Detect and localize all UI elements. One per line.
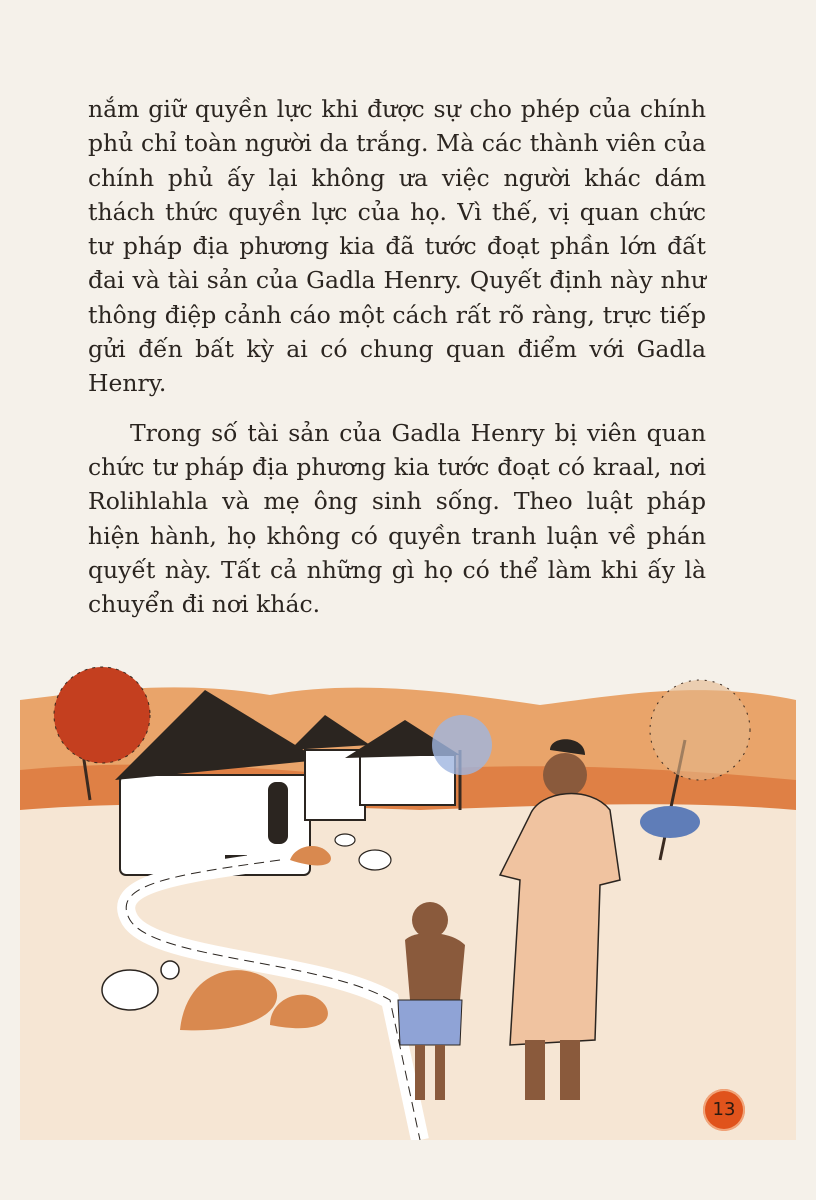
page-number: 13 xyxy=(703,1089,745,1131)
body-text xyxy=(88,92,706,621)
village-illustration xyxy=(20,660,796,1140)
paragraph-1: nắm giữ quyền lực khi được sự cho phép của chính phủ chỉ toàn người da trắng. Mà các thành viên của chính phủ ấy lại không ưa việc người khác dám thách thức quyền lực của họ. Vì thế, vị quan chức tư pháp địa phương kia đã tước đoạt phần lớn đất đai và tài sản của Gadla Henry. Quyết định này như thông điệp cảnh cáo một cách rất rõ ràng, trực tiếp gửi đến bất kỳ ai có chung quan điểm với Gadla Henry. xyxy=(88,95,706,398)
paragraph-2: Trong số tài sản của Gadla Henry bị viên quan chức tư pháp địa phương kia tước đoạt có kraal, nơi Rolihlahla và mẹ ông sinh sống. Theo luật pháp hiện hành, họ không có quyền tranh luận về phán quyết này. Tất cả những gì họ có thể làm khi ấy là chuyển đi nơi khác. xyxy=(88,418,706,619)
